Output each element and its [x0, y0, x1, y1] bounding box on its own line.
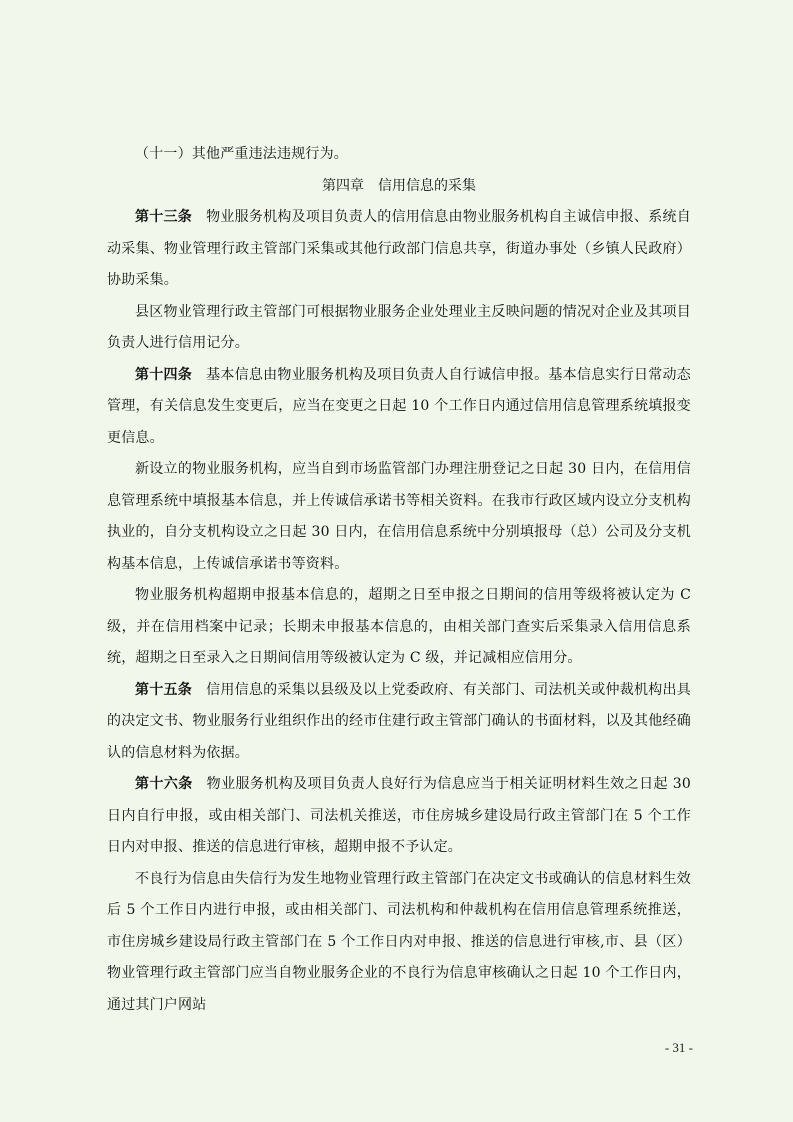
page-number: - 31 - — [664, 1040, 693, 1055]
article-text: 物业服务机构及项目负责人良好行为信息应当于相关证明材料生效之日起 30 日内自行申报，或由相关部门、司法机关推送，市住房城乡建设局行政主管部门在 5 个工作日内对申报、推送的信息进行审核，超期申报不予认定。 — [107, 776, 691, 855]
paragraph: 县区物业管理行政主管部门可根据物业服务企业处理业主反映问题的情况对企业及其项目负责人进行信用记分。 — [107, 303, 691, 351]
paragraph: 新设立的物业服务机构，应当自到市场监管部门办理注册登记之日起 30 日内，在信用信息管理系统中填报基本信息，并上传诚信承诺书等相关资料。在我市行政区域内设立分支机构执业的，自分支机构设立之日起 30 日内，在信用信息系统中分别填报母（总）公司及分支机构基本信息，上传诚信承诺书等资料。 — [107, 461, 691, 572]
article-text: 物业服务机构及项目负责人的信用信息由物业服务机构自主诚信申报、系统自动采集、物业管理行政主管部门采集或其他行政部门信息共享，街道办事处（乡镇人民政府）协助采集。 — [107, 209, 691, 288]
article-label: 第十四条 — [135, 366, 193, 383]
article-14 — [107, 360, 691, 455]
article-label: 第十三条 — [135, 209, 193, 225]
document-body — [107, 139, 691, 1021]
paragraph-clause-11: （十一）其他严重违法违规行为。 — [135, 146, 348, 162]
article-text: 信用信息的采集以县级及以上党委政府、有关部门、司法机关或仲裁机构出具的决定文书、物业服务行业组织作出的经市住建行政主管部门确认的书面材料，以及其他经确认的信息材料为依据。 — [107, 681, 691, 761]
paragraph: 不良行为信息由失信行为发生地物业管理行政主管部门在决定文书或确认的信息材料生效后 5 个工作日内进行申报，或由相关部门、司法机构和仲裁机构在信用信息管理系统推送，市住房城乡建设局行政主管部门在 5 个工作日内对申报、推送的信息进行审核,市、县（区）物业管理行政主管部门应当自物业服务企业的不良行为信息审核确认之日起 10 个工作日内，通过其门户网站 — [107, 870, 691, 1013]
article-label: 第十五条 — [135, 681, 193, 698]
article-text: 基本信息由物业服务机构及项目负责人自行诚信申报。基本信息实行日常动态管理，有关信息发生变更后，应当在变更之日起 10 个工作日内通过信用信息管理系统填报变更信息。 — [107, 366, 691, 446]
article-13 — [107, 202, 691, 297]
article-label: 第十六条 — [135, 776, 193, 792]
article-15 — [107, 675, 691, 770]
article-16 — [107, 769, 691, 864]
chapter-heading: 第四章 信用信息的采集 — [322, 177, 476, 194]
paragraph: 物业服务机构超期申报基本信息的，超期之日至申报之日期间的信用等级将被认定为 C 级，并在信用档案中记录；长期未申报基本信息的，由相关部门查实后采集录入信用信息系统，超期之日至录入之日期间信用等级被认定为 C 级，并记减相应信用分。 — [107, 587, 691, 666]
